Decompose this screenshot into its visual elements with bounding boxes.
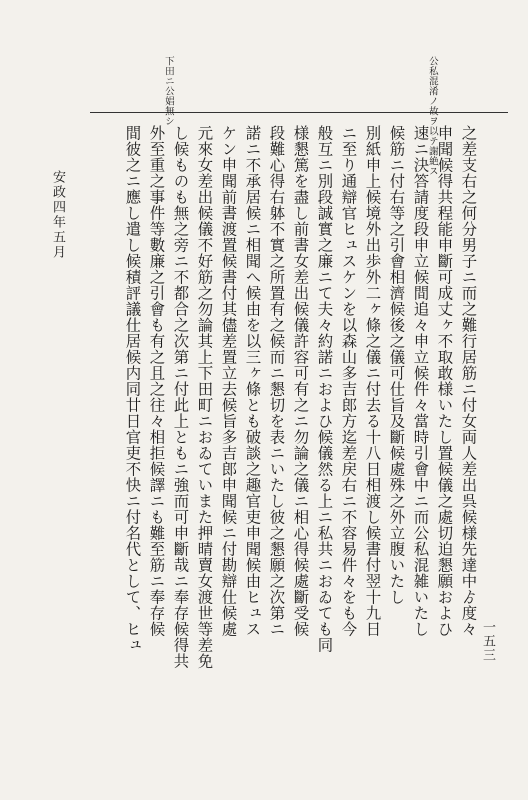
page-number: 一五三	[480, 620, 495, 662]
text-column-14: 外至重之事件等數廉之引會も有之且之往々相拒候譯ニも難至筋ニ奉存候	[147, 125, 166, 637]
header-rule	[90, 112, 508, 113]
text-column-13: し候ものも無之旁ニ不都合之次第ニ付此上ともニ強而可申斷哉ニ奉存候得共	[171, 125, 190, 669]
text-column-8: 様懇篤を盡し前書女差出候儀許容可有之ニ勿論之儀ニ相心得候處斷受候	[291, 125, 310, 637]
text-column-6: ニ至り通辯官ヒュスケンを以森山多吉郎方迄差戻右ニ不容易件々をも今	[339, 125, 358, 637]
text-column-3: 速ニ決答請度段申立候間追々申立候件々當時引會中ニ而公私混雑いたし	[411, 125, 430, 637]
text-column-5: 別紙申上候境外出歩外二ヶ條之儀ニ付去る十八日相渡し候書付翌十九日	[363, 125, 382, 637]
marginal-note-1: 公私混淆ノ故ヲ以テ謝絶ス	[426, 56, 438, 176]
text-column-15: 間彼之ニ應し遣し候積評議仕居候内同廿日官吏不快ニ付名代として、ヒュ	[123, 125, 142, 653]
marginal-note-2: 下田ニ公娼無シ	[162, 56, 174, 126]
text-column-4: 候筋ニ付右等之引會相濟候後之儀可仕旨及斷候處殊之外立腹いたし	[387, 125, 406, 605]
text-column-12: 元來女差出候儀不好筋之勿論其上下田町ニおゐていまた押晴賣女渡世等差免	[195, 125, 214, 669]
text-column-10: 諾ニ不承居候ニ相聞へ候由を以三ヶ條とも破談之趣官吏申聞候由ヒュス	[243, 125, 262, 637]
text-column-7: 般互ニ別段誠實之廉ニて夫々約諾ニおよひ候儀然る上ニ私共ニおゐても同	[315, 125, 334, 653]
running-header: 安政四年五月	[50, 170, 65, 260]
text-column-2: 申聞候得共程能申斷可成丈ヶ不取敢様いたし置候儀之處切迫懇願およひ	[435, 125, 454, 637]
text-column-11: ケン申聞前書渡置候書付其儘差置立去候旨多吉郎申聞候ニ付勘辯仕候處	[219, 125, 238, 637]
text-column-1: 之差支右之何分男子ニ而之難行居筋ニ付女両人差出呉候様先達中ゟ度々	[459, 125, 478, 637]
text-column-9: 段難心得右躰不實之所置有之候而ニ懇切を表ニいたし彼之懇願之次第ニ	[267, 125, 286, 637]
